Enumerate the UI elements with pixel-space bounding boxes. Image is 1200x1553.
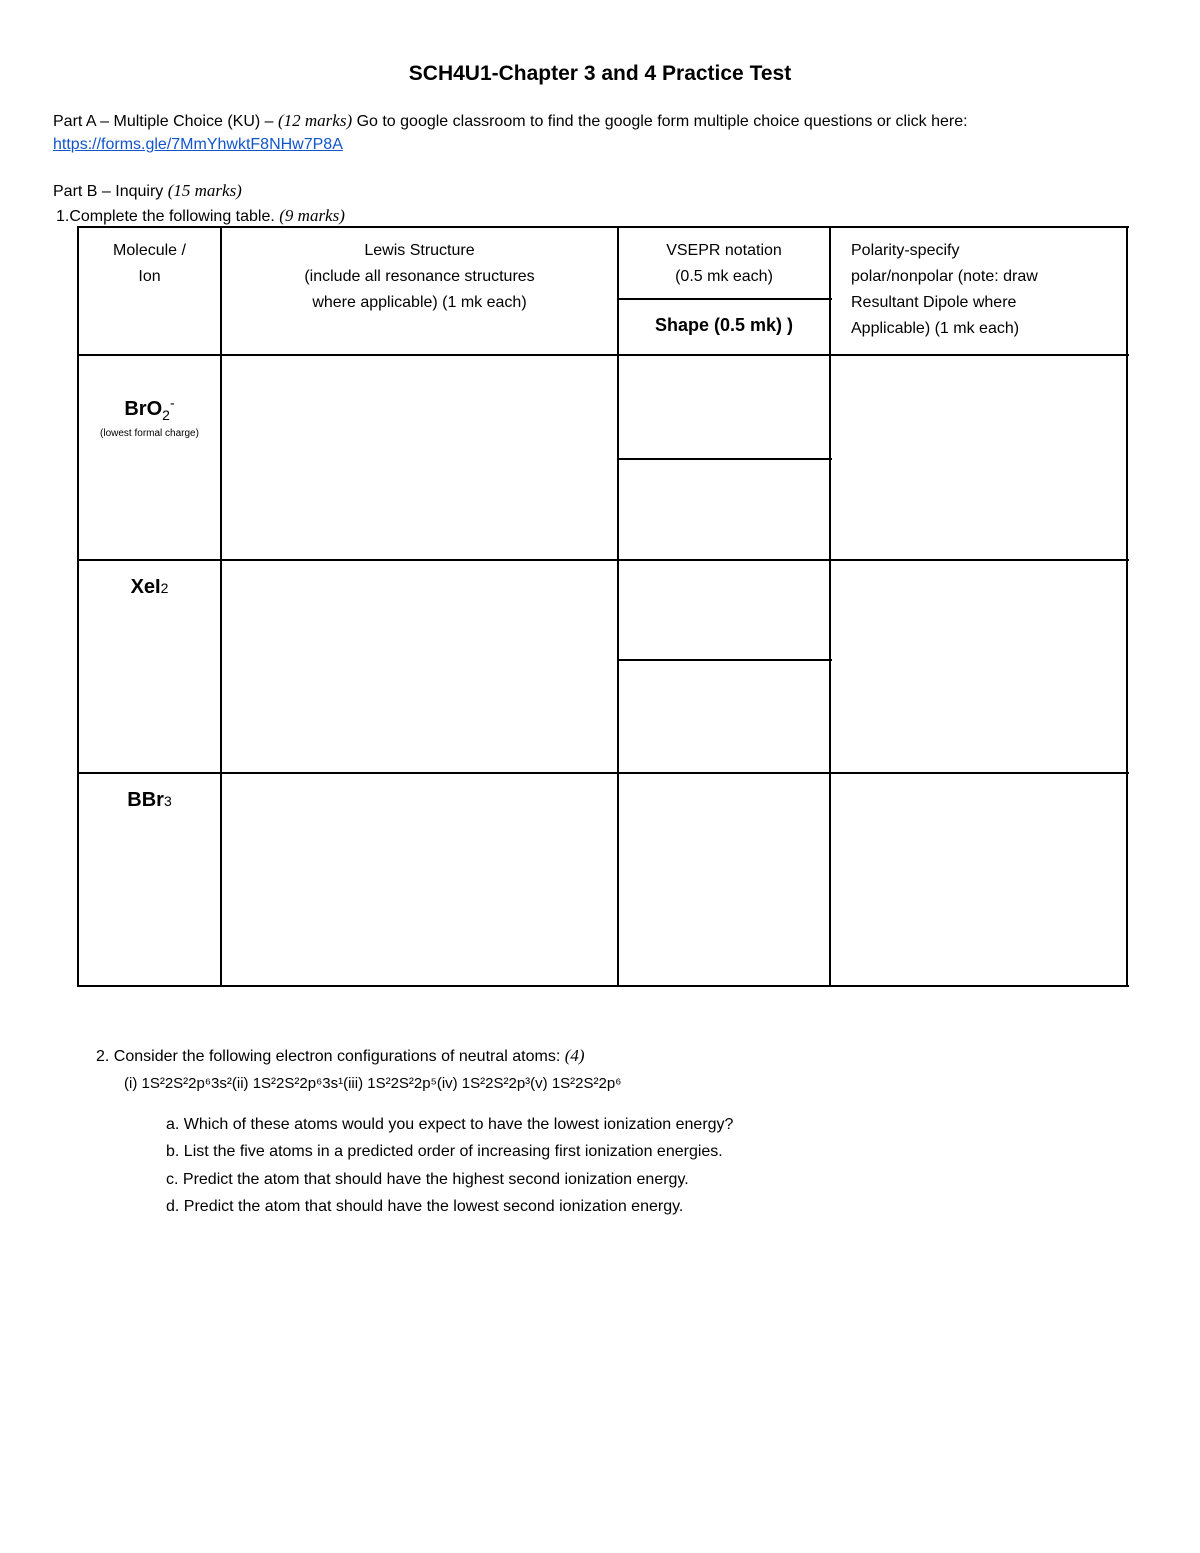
header-vsepr: VSEPR notation (0.5 mk each) xyxy=(666,242,782,285)
part-a-text: Go to google classroom to find the google form multiple choice questions or click here: xyxy=(352,113,968,130)
header-shape: Shape (0.5 mk) ) xyxy=(654,315,794,335)
question-2 xyxy=(96,1046,585,1066)
molecule-bbr3: BBr3 xyxy=(127,789,172,811)
part-a-marks: (12 marks) xyxy=(277,111,353,130)
part-a-label: Part A – Multiple Choice (KU) – xyxy=(53,113,278,130)
electron-configurations: (i) 1S²2S²2p⁶3s²(ii) 1S²2S²2p⁶3s¹(iii) 1S²2S²2p⁵(iv) 1S²2S²2p³(v) 1S²2S²2p⁶ xyxy=(124,1075,622,1092)
header-polarity: Polarity-specify polar/nonpolar (note: draw Resultant Dipole where Applicable) (1 mk each) xyxy=(851,242,1038,337)
google-form-link[interactable]: https://forms.gle/7MmYhwktF8NHw7P8A xyxy=(53,136,343,153)
part-b-line xyxy=(53,181,242,201)
question-2a: a. Which of these atoms would you expect to have the lowest ionization energy? xyxy=(166,1116,734,1133)
header-lewis-structure: Lewis Structure (include all resonance structures where applicable) (1 mk each) xyxy=(304,242,535,311)
question-1 xyxy=(56,206,345,226)
question-2d: d. Predict the atom that should have the lowest second ionization energy. xyxy=(166,1198,684,1215)
header-molecule: Molecule / Ion xyxy=(113,242,186,285)
question-1-marks: (9 marks) xyxy=(279,206,345,225)
molecule-bro2: BrO$_2$- (lowest formal charge) xyxy=(79,396,220,440)
part-b-label: Part B – Inquiry xyxy=(53,183,168,200)
question-2b: b. List the five atoms in a predicted order of increasing first ionization energies. xyxy=(166,1143,723,1160)
page-title: SCH4U1-Chapter 3 and 4 Practice Test xyxy=(408,62,792,85)
part-a-line xyxy=(53,111,968,131)
molecule-xei2: XeI2 xyxy=(130,576,169,598)
question-2-marks: (4) xyxy=(564,1046,585,1065)
question-1-text: 1.Complete the following table. xyxy=(56,208,280,225)
question-2-text: 2. Consider the following electron configurations of neutral atoms: xyxy=(96,1048,565,1065)
formal-charge-note: (lowest formal charge) xyxy=(100,428,199,439)
question-2c: c. Predict the atom that should have the highest second ionization energy. xyxy=(166,1171,689,1188)
part-b-marks: (15 marks) xyxy=(167,181,242,200)
